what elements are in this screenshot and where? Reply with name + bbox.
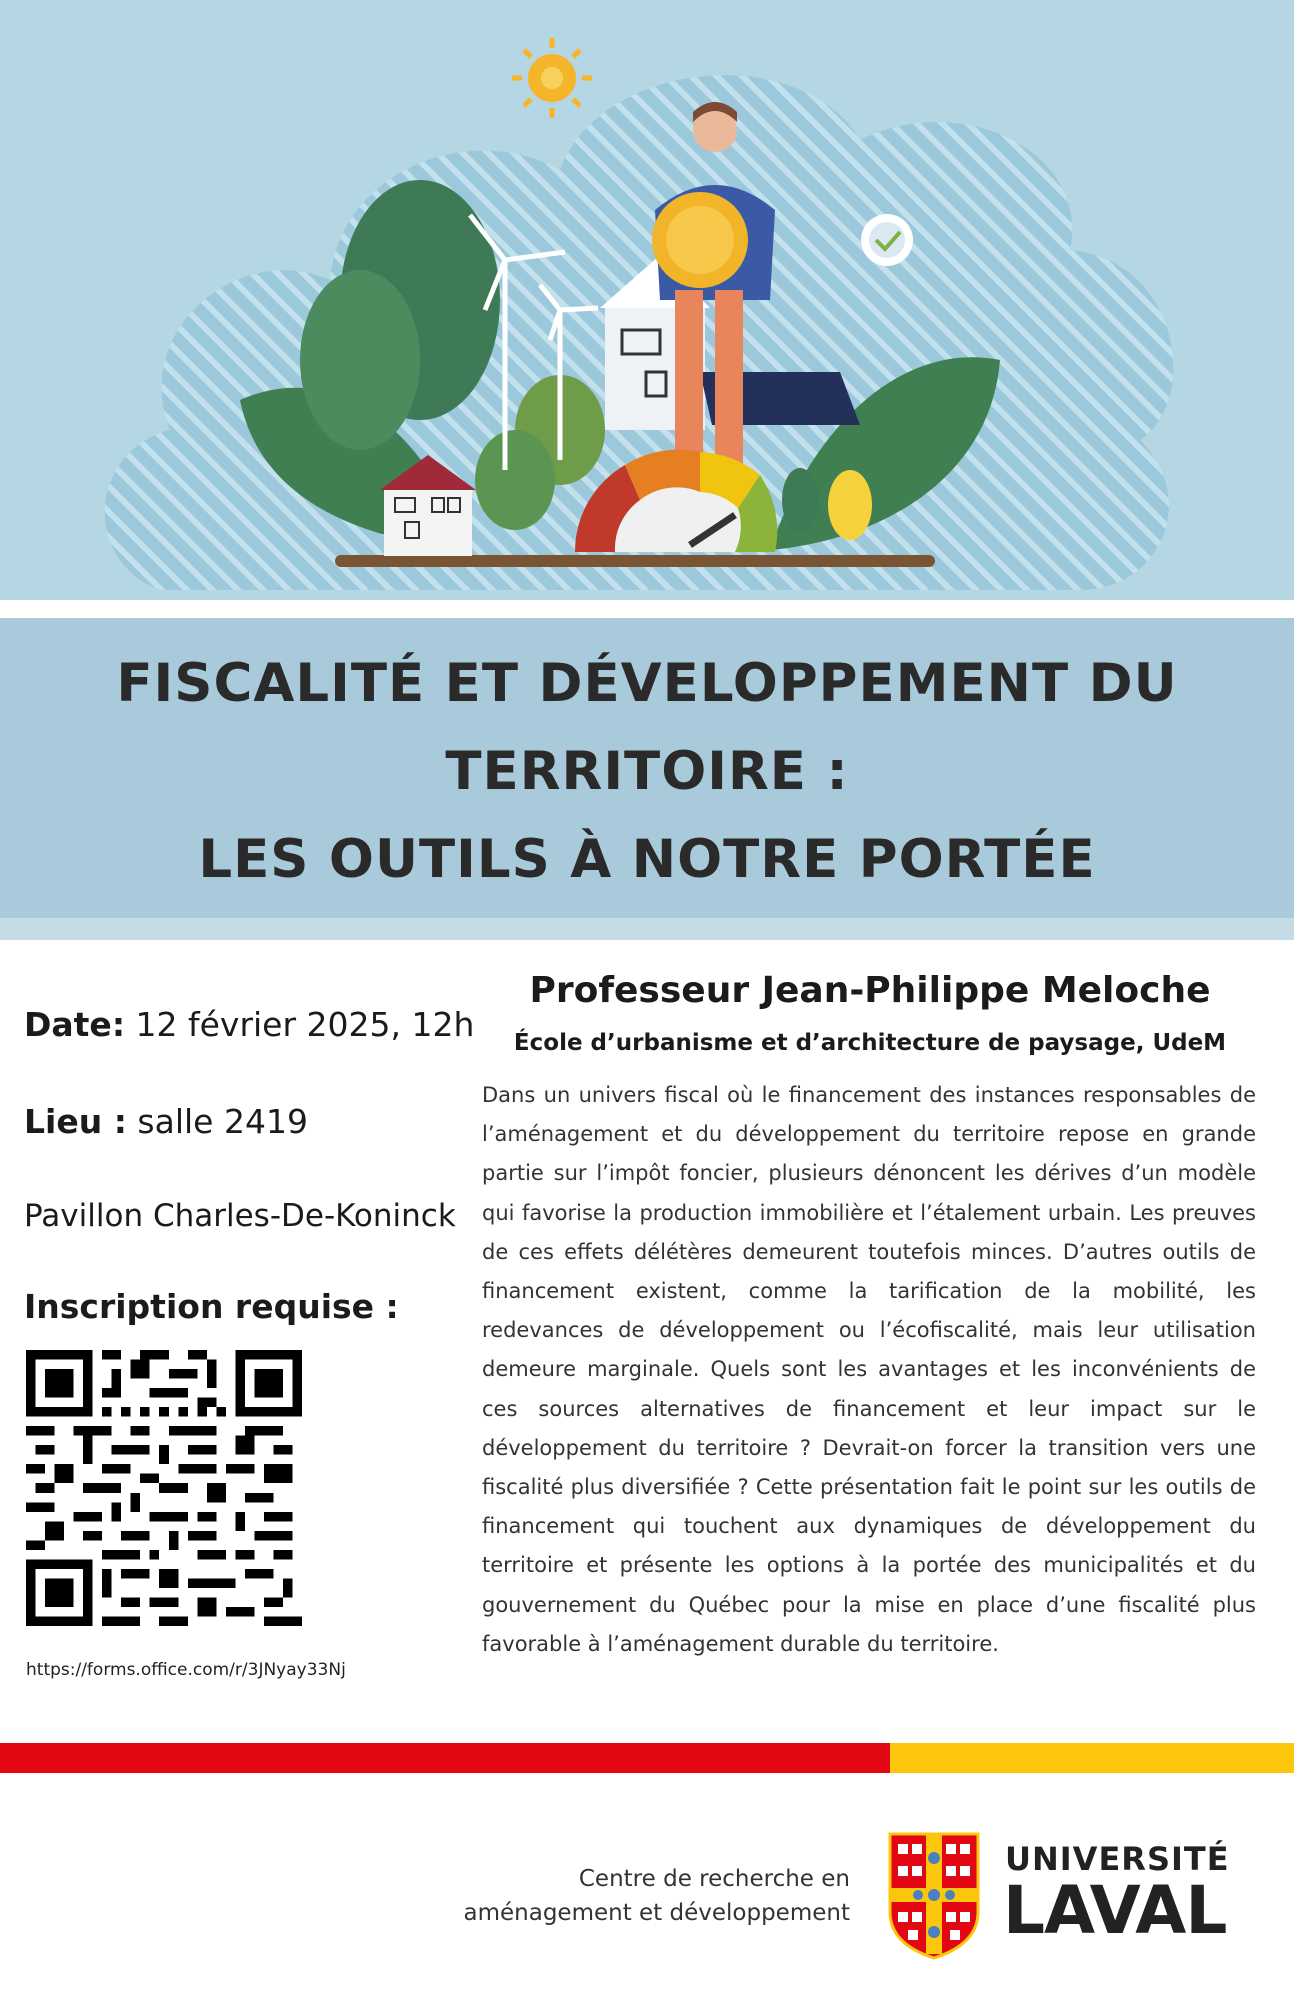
yellow-stripe — [890, 1743, 1294, 1773]
page-title — [40, 640, 1254, 904]
hero-illustration — [0, 0, 1294, 600]
centre-line-2: aménagement et développement — [463, 1900, 850, 1926]
band-divider — [0, 918, 1294, 940]
event-date — [24, 1005, 474, 1044]
qr-code[interactable] — [26, 1350, 302, 1626]
speaker-name: Professeur Jean-Philippe Meloche — [529, 970, 1211, 1011]
research-centre-name — [400, 1862, 850, 1930]
red-stripe — [0, 1743, 890, 1773]
check-badge-icon — [861, 214, 913, 266]
abstract-text: Dans un univers fiscal où le financement des instances responsables de l’aménagement et du développement du territoire repose en grande partie sur l’impôt foncier, plusieurs dénoncent les dérives d’un modèle qui favorise la production immobilière et l’étalement urbain. Les preuves de ces effets délétères demeurent toutefois minces. D’autres outils de financement existent, comme la tarification de la mobilité, les redevances de développement ou l’écofiscalité, mais leur utilisation demeure marginale. Quels sont les avantages et les inconvénients de ces sources alternatives de financement et leur impact sur le développement du territoire ? Devrait-on forcer la transition vers une fiscalité plus diversifiée ? Cette présentation fait le point sur les outils de financement qui touchent aux dynamiques de développement du territoire et présente les options à la portée des municipalités et du gouvernement du Québec pour la mise en place d’une fiscalité plus favorable à l’aménagement durable du territoire. — [482, 1083, 1256, 1656]
title-line-3: LES OUTILS À NOTRE PORTÉE — [198, 829, 1096, 890]
tree — [475, 430, 555, 530]
centre-line-1: Centre de recherche en — [578, 1866, 850, 1892]
registration-heading: Inscription requise : — [24, 1287, 399, 1326]
speaker-affiliation: École d’urbanisme et d’architecture de paysage, UdeM — [513, 1030, 1227, 1056]
tree — [782, 468, 818, 532]
date-value: 12 février 2025, 12h — [135, 1005, 475, 1044]
tree — [828, 470, 872, 540]
sustainability-illustration — [0, 0, 1294, 600]
event-building: Pavillon Charles-De-Koninck — [24, 1198, 456, 1234]
university-crest-icon — [888, 1832, 980, 1960]
university-name-line-2: LAVAL — [1003, 1872, 1227, 1949]
tree — [300, 270, 420, 450]
sun-icon — [512, 38, 592, 118]
title-line-1: FISCALITÉ ET DÉVELOPPEMENT DU — [116, 653, 1178, 714]
title-line-2: TERRITOIRE : — [445, 741, 849, 802]
place-label: Lieu : — [24, 1102, 127, 1141]
ground — [335, 555, 935, 567]
place-value: salle 2419 — [137, 1102, 308, 1141]
registration-link[interactable]: https://forms.office.com/r/3JNyay33Nj — [26, 1660, 346, 1680]
event-place — [24, 1102, 308, 1141]
university-name-line-1: UNIVERSITÉ — [1005, 1840, 1230, 1878]
date-label: Date: — [24, 1005, 126, 1044]
